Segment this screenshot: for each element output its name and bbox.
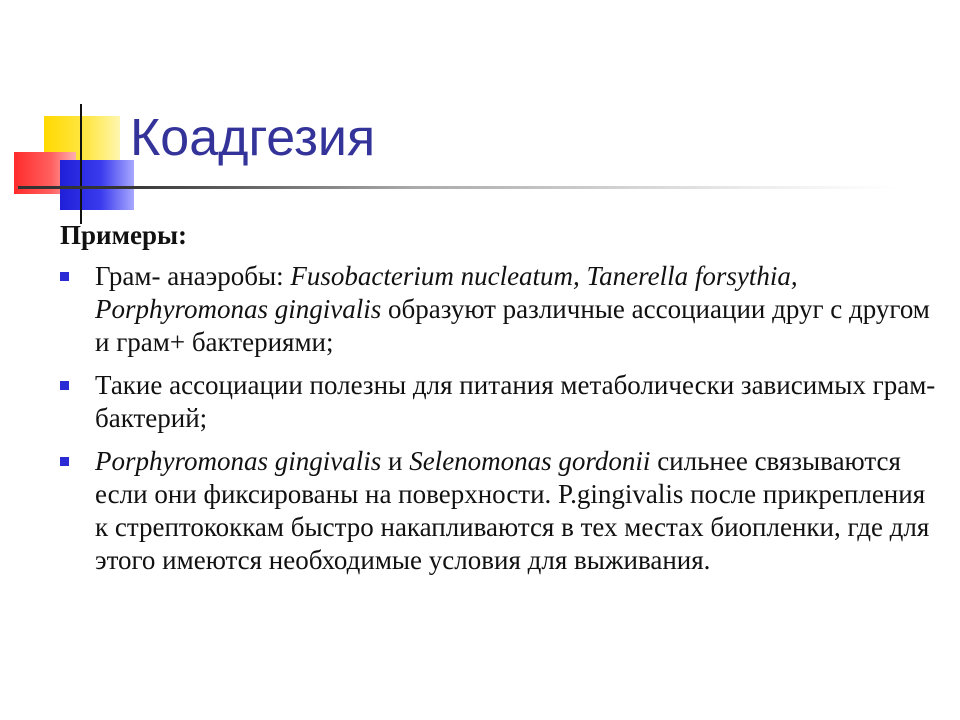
bullet-3-species-1: Porphyromonas gingivalis [95,446,382,476]
bullet-1-species: Fusobacterium nucleatum, Tanerella forsythia, Porphyromonas gingivalis [95,261,798,324]
slide-title: Коадгезия [130,109,376,167]
bullet-3-species-2: Selenomonas gordonii [409,446,651,476]
bullet-1-text-b: образуют различные ассоциации друг с другом и грам+ бактериями; [95,294,930,357]
bullet-item-3 [60,445,940,577]
bullet-2-text: Такие ассоциации полезны для питания метаболически зависимых грам- бактерий; [95,370,936,433]
bullet-list [60,260,940,577]
bullet-item-1 [60,260,940,359]
bullet-3-text: сильнее связываются если они фиксированы на поверхности. P.gingivalis после прикрепления к стрептококкам быстро накапливаются в тех местах биопленки, где для этого имеются необходимые условия для выживания. [95,446,930,575]
bullet-1-text-a: Грам- анаэробы: [95,261,291,291]
bullet-item-2 [60,369,940,435]
decor-vertical-line [80,104,82,224]
slide-body [60,218,940,587]
decor-blue-square [60,160,134,210]
title-underline [18,186,898,189]
examples-heading: Примеры: [60,220,188,250]
bullet-3-connector: и [381,446,410,476]
